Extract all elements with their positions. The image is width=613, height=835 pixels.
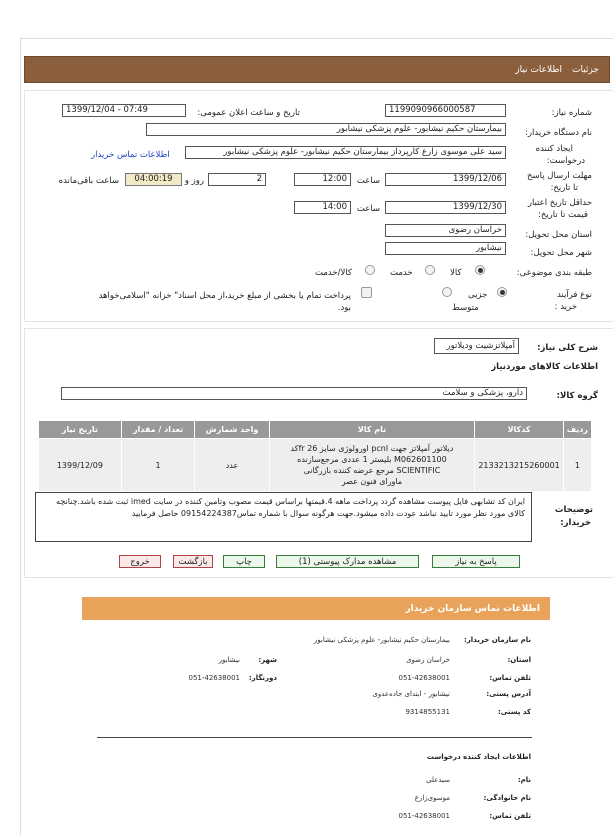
contact-address-label: آدرس پستی:: [486, 690, 531, 698]
process-partial-radio[interactable]: [497, 287, 507, 297]
category-service-radio[interactable]: [425, 265, 435, 275]
remaining-timer: 04:00:19: [125, 173, 182, 186]
creator-family-label: نام خانوادگی:: [483, 794, 531, 802]
creator-section-title: اطلاعات ایجاد کننده درخواست: [426, 753, 531, 761]
creator-phone: 051-42638001: [398, 812, 450, 820]
announce-field[interactable]: 1399/12/04 - 07:49: [62, 104, 186, 117]
validity-label-2: قیمت تا تاریخ:: [537, 210, 588, 220]
creator-family: موسوی‌زارع: [414, 794, 450, 802]
creator-label-2: درخواست:: [546, 156, 585, 166]
contact-fax-label: دورنگار:: [248, 674, 277, 682]
category-goods-label: کالا: [450, 268, 462, 278]
validity-label-1: حداقل تاریخ اعتبار: [527, 198, 592, 208]
process-label-1: نوع فرآیند: [556, 290, 592, 300]
announce-label: تاریخ و ساعت اعلان عمومی:: [197, 108, 300, 118]
cell-name-line-1: دیلاتور آمپلاتز جهت pcnl اورولوژی سایز fr 26کد: [290, 444, 454, 453]
contact-province: خراسان رضوی: [406, 656, 450, 664]
category-service-label: خدمت: [390, 268, 413, 278]
buyer-notes: ایران کد تشابهی فایل پیوست مشاهده گردد پرداخت ماهه 4.قیمتها براساس قیمت مصوب وتامین کننده در سایت imed ثبت شده باشد.چنانچه کالای مورد نظر مورد تایید نباشد عودت داده میشود.جهت هرگونه سوال با شماره تماس09154224387 حاصل فرمایید: [35, 492, 532, 542]
cell-name-line-2: M062601100 بلیستر 1 عددی مرجع‌سازنده: [297, 455, 447, 464]
deadline-time-field[interactable]: 12:00: [294, 173, 351, 186]
contact-section-header: اطلاعات تماس سازمان خریدار: [82, 597, 550, 620]
creator-label-1: ایجاد کننده: [535, 144, 573, 154]
contact-postal: 9314855131: [405, 708, 450, 716]
contact-divider: [97, 737, 532, 738]
contact-org-label: نام سازمان خریدار:: [463, 636, 531, 644]
creator-name: سیدعلی: [426, 776, 450, 784]
summary-label: شرح کلی نیاز:: [537, 343, 598, 353]
contact-address: نیشابور - ابتدای جاده‌عدوی: [372, 690, 450, 698]
province-field[interactable]: خراسان رضوی: [385, 224, 506, 237]
col-qty: تعداد / مقدار: [121, 421, 195, 439]
cell-qty: 1: [121, 439, 195, 492]
need-number-label: شماره نیاز:: [551, 108, 592, 118]
buyer-org-field[interactable]: بیمارستان حکیم نیشابور- علوم پزشکی نیشابور: [146, 123, 506, 136]
summary-field[interactable]: آمپلاتزشیت ودیلاتور: [434, 338, 519, 354]
contact-city: نیشابور: [218, 656, 240, 664]
contact-city-label: شهر:: [258, 656, 277, 664]
category-goods-radio[interactable]: [475, 265, 485, 275]
cell-unit: عدد: [195, 439, 269, 492]
goods-info-title: اطلاعات کالاهای موردنیاز: [491, 362, 598, 372]
exit-button[interactable]: خروج: [119, 555, 161, 568]
contact-phone: 051-42638001: [398, 674, 450, 682]
creator-name-label: نام:: [517, 776, 531, 784]
contact-phone-label: تلفن تماس:: [489, 674, 531, 682]
notes-label-2: خریدار:: [560, 518, 591, 528]
col-code: کدکالا: [475, 421, 563, 439]
category-label: طبقه بندی موضوعی:: [516, 268, 592, 278]
payment-note-1: پرداخت تمام یا بخشی از مبلغ خرید،از محل اسناد" خزانه "اسلامی‌خواهد: [98, 291, 351, 301]
need-number-field[interactable]: 1199090966000587: [385, 104, 506, 117]
province-label: استان محل تحویل:: [525, 230, 592, 240]
col-date: تاریخ نیاز: [39, 421, 122, 439]
goods-table-header: [39, 421, 592, 439]
col-index: ردیف: [563, 421, 591, 439]
goods-table: [38, 420, 592, 492]
print-button[interactable]: چاپ: [223, 555, 265, 568]
cell-index: 1: [563, 439, 591, 492]
deadline-date-field[interactable]: 1399/12/06: [385, 173, 506, 186]
view-attachments-button[interactable]: مشاهده مدارک پیوستی (1): [276, 555, 419, 568]
top-divider: [20, 38, 613, 39]
reply-button[interactable]: پاسخ به نیاز: [432, 555, 520, 568]
tab-details[interactable]: جزئیات: [572, 64, 599, 75]
cell-name-line-3: SCIENTIFIC مرجع عرضه کننده بازرگانی: [303, 466, 441, 475]
cell-date: 1399/12/09: [39, 439, 122, 492]
remaining-label: ساعت باقی‌مانده: [58, 176, 119, 186]
page-header: [24, 56, 610, 83]
deadline-label-1: مهلت ارسال پاسخ: [527, 171, 592, 181]
days-field[interactable]: 2: [208, 173, 266, 186]
notes-label-1: توضیحات: [554, 505, 593, 515]
process-label-2: خرید :: [554, 302, 577, 312]
process-partial-label: جزیی: [468, 290, 488, 300]
contact-province-label: استان:: [507, 656, 531, 664]
city-field[interactable]: نیشابور: [385, 242, 506, 255]
process-medium-radio[interactable]: [442, 287, 452, 297]
tab-need-info[interactable]: اطلاعات نیاز: [515, 64, 563, 75]
contact-postal-label: کد پستی:: [497, 708, 531, 716]
buyer-contact-link[interactable]: اطلاعات تماس خریدار: [91, 150, 170, 160]
goods-group-label: گروه کالا:: [556, 391, 598, 401]
validity-time-field[interactable]: 14:00: [294, 201, 351, 214]
col-name: نام کالا: [269, 421, 475, 439]
payment-note-2: بود.: [337, 303, 351, 313]
buyer-org-label: نام دستگاه خریدار:: [525, 128, 592, 138]
col-unit: واحد شمارش: [195, 421, 269, 439]
process-medium-label: متوسط: [452, 303, 479, 313]
treasury-payment-checkbox[interactable]: [361, 287, 372, 298]
deadline-time-label: ساعت: [356, 176, 380, 186]
goods-group-field[interactable]: دارو، پزشکی و سلامت: [61, 387, 527, 400]
left-divider: [20, 38, 21, 835]
back-button[interactable]: بازگشت: [173, 555, 213, 568]
contact-org: بیمارستان حکیم نیشابور- علوم پزشکی نیشابور: [313, 636, 450, 644]
days-label: روز و: [184, 176, 204, 186]
validity-date-field[interactable]: 1399/12/30: [385, 201, 506, 214]
category-goods-service-label: کالا/خدمت: [315, 268, 352, 278]
deadline-label-2: تا تاریخ:: [550, 183, 578, 193]
category-goods-service-radio[interactable]: [365, 265, 375, 275]
city-label: شهر محل تحویل:: [530, 248, 592, 258]
table-row: [39, 439, 592, 492]
contact-fax: 051-42638001: [188, 674, 240, 682]
cell-name-line-4: ماورای فنون عصر: [341, 477, 403, 486]
creator-field[interactable]: سید علی موسوی زارع کارپرداز بیمارستان حکیم نیشابور- علوم پزشکی نیشابور: [185, 146, 506, 159]
validity-time-label: ساعت: [356, 204, 380, 214]
cell-name: [269, 439, 475, 492]
cell-code: 2133213215260001: [475, 439, 563, 492]
creator-phone-label: تلفن تماس:: [489, 812, 531, 820]
